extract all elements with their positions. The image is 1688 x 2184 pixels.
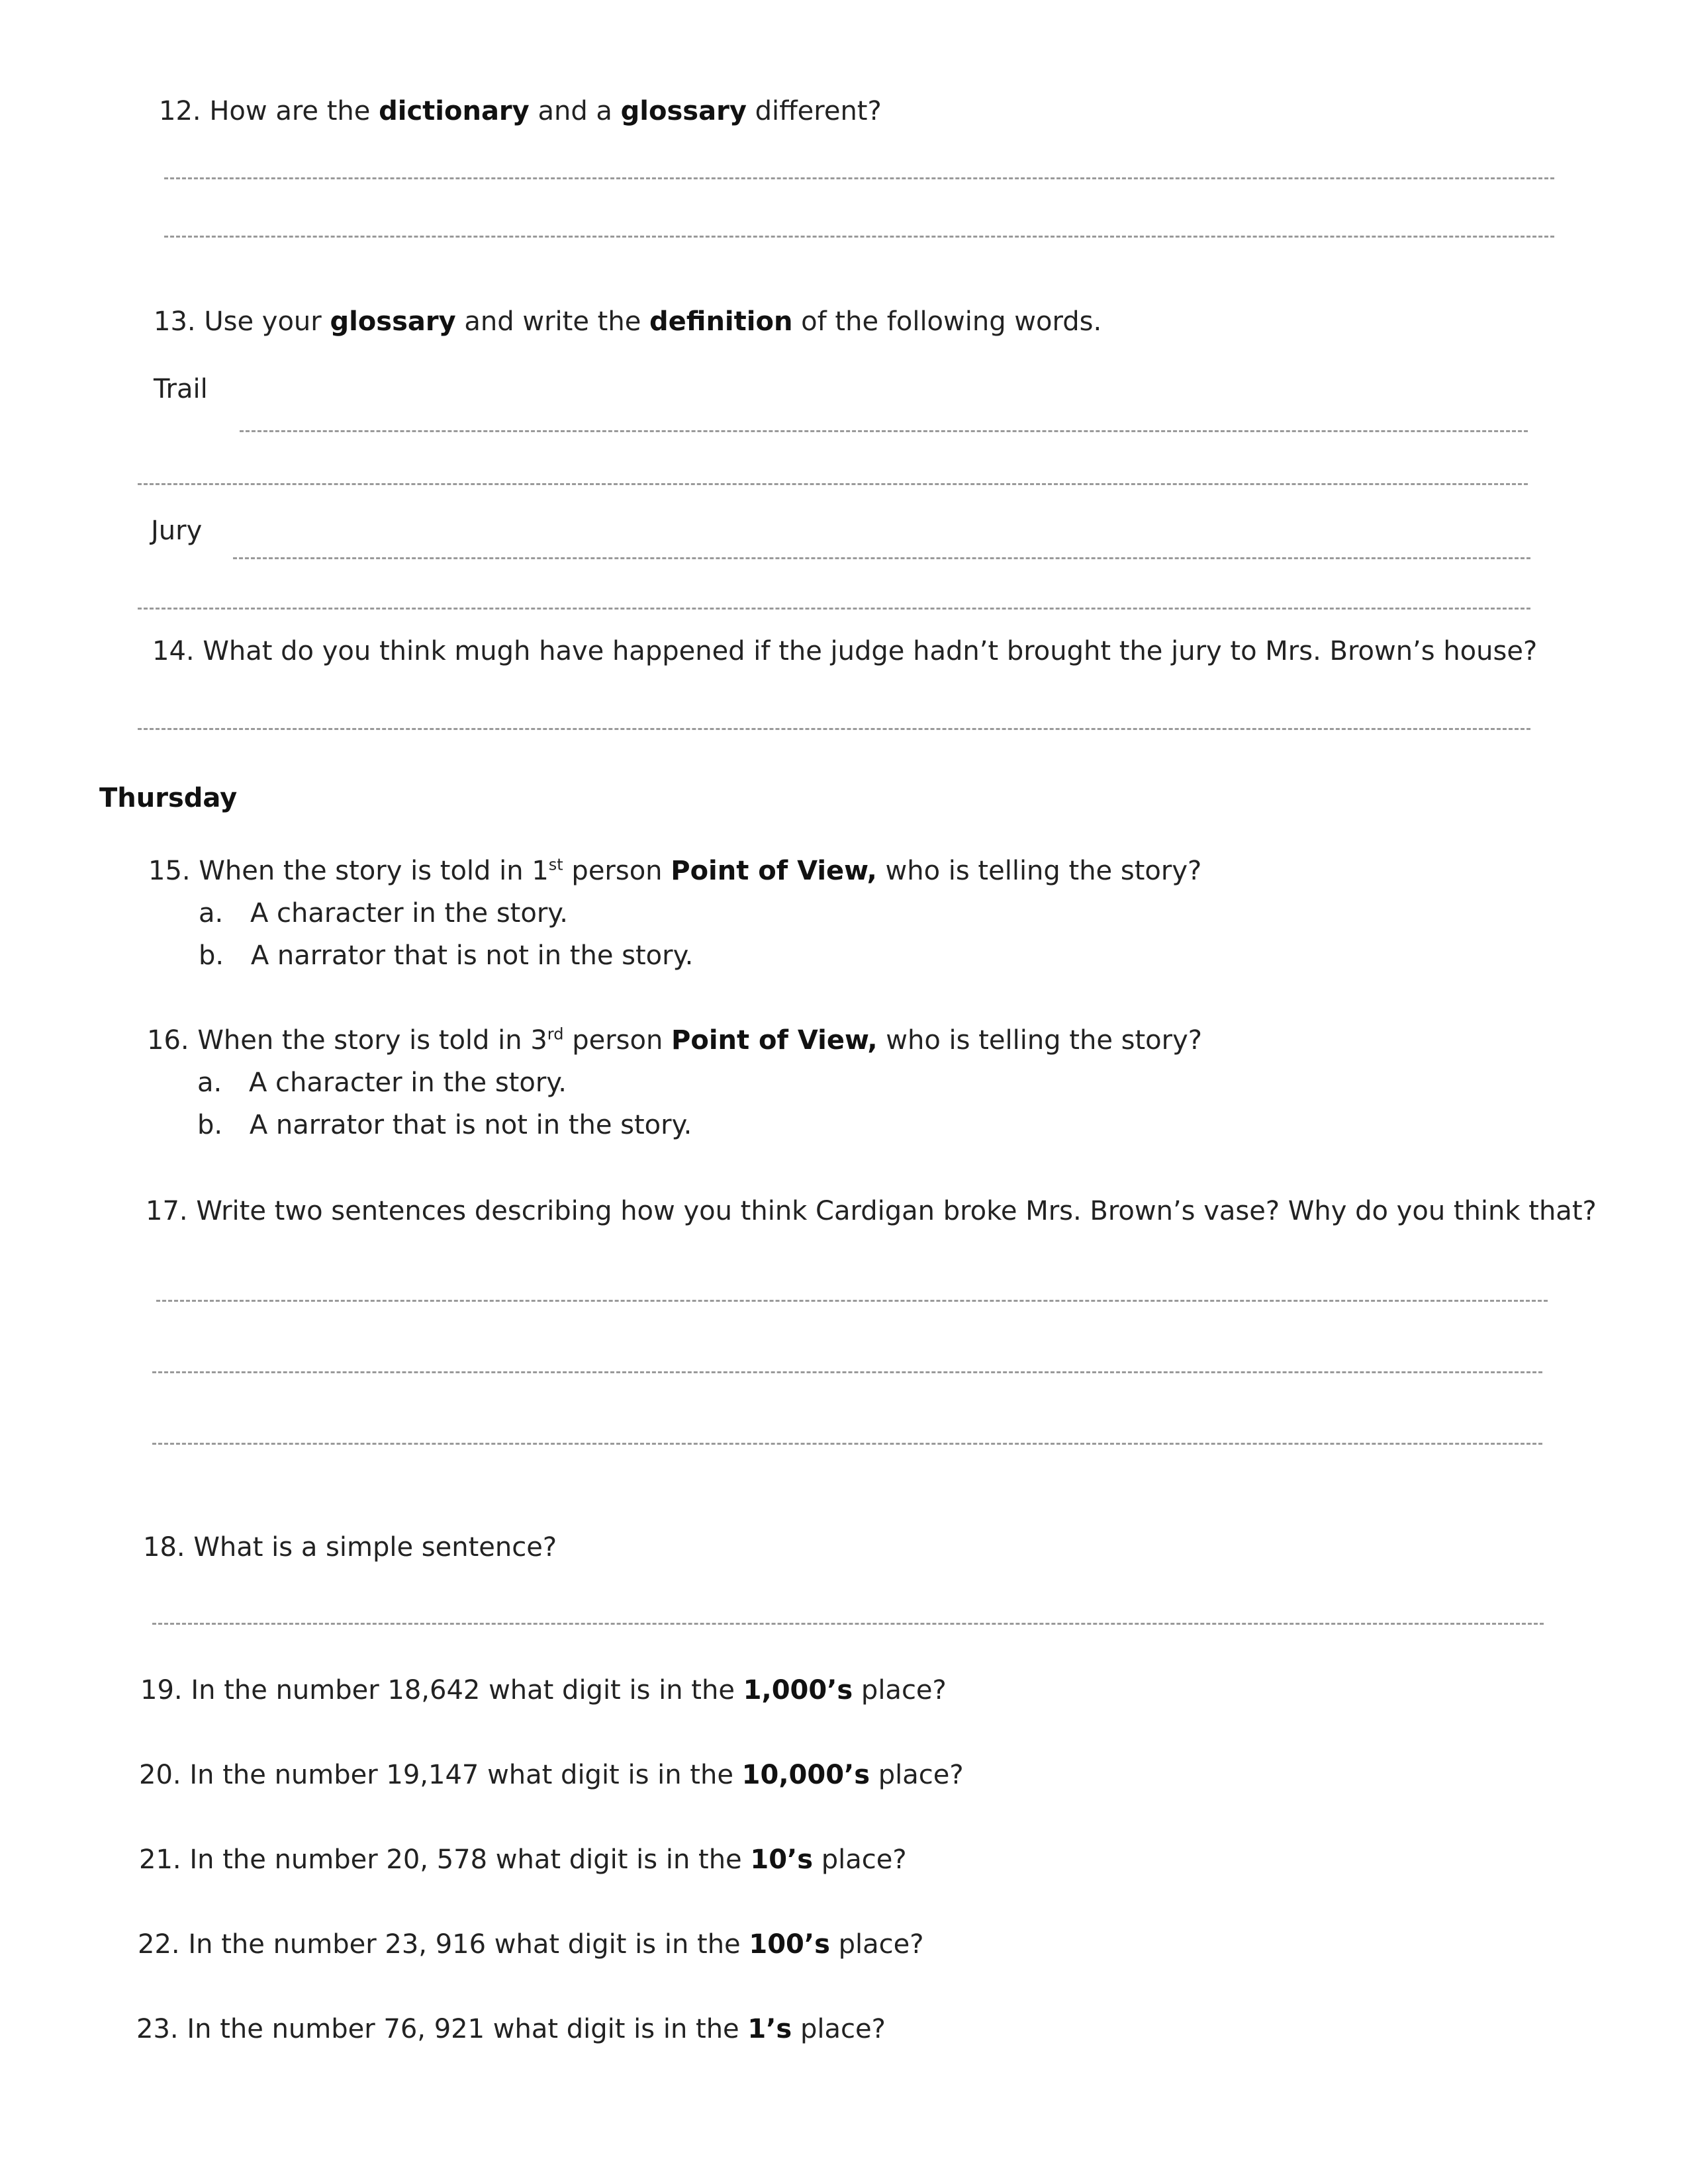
- answer-line[interactable]: [240, 430, 1528, 432]
- question-21: 21. In the number 20, 578 what digit is in the 10’s place?: [139, 1844, 907, 1875]
- option-b[interactable]: b. A narrator that is not in the story.: [199, 940, 694, 971]
- section-heading-thursday: Thursday: [99, 783, 238, 813]
- question-number: 13.: [154, 306, 196, 337]
- question-19: 19. In the number 18,642 what digit is in the 1,000’s place?: [140, 1675, 947, 1706]
- question-number: 23.: [136, 2014, 179, 2044]
- question-number: 18.: [143, 1532, 185, 1563]
- question-23: 23. In the number 76, 921 what digit is in the 1’s place?: [136, 2014, 886, 2044]
- answer-line[interactable]: [164, 236, 1554, 238]
- answer-line[interactable]: [152, 1371, 1542, 1373]
- vocab-word-jury: Jury: [151, 516, 203, 546]
- answer-line[interactable]: [164, 177, 1554, 179]
- answer-line[interactable]: [138, 608, 1530, 610]
- question-15: 15. When the story is told in 1st person Point of View, who is telling the story?: [148, 855, 1202, 886]
- question-number: 22.: [138, 1929, 180, 1960]
- question-22: 22. In the number 23, 916 what digit is in the 100’s place?: [138, 1929, 924, 1960]
- question-number: 17.: [146, 1196, 188, 1226]
- option-a[interactable]: a. A character in the story.: [199, 898, 568, 929]
- question-number: 19.: [140, 1675, 183, 1706]
- question-number: 12.: [159, 96, 201, 126]
- question-20: 20. In the number 19,147 what digit is in the 10,000’s place?: [139, 1760, 964, 1790]
- option-a[interactable]: a. A character in the story.: [197, 1068, 567, 1098]
- answer-line[interactable]: [152, 1443, 1542, 1445]
- question-number: 15.: [148, 856, 191, 886]
- answer-line[interactable]: [138, 483, 1528, 485]
- answer-line[interactable]: [152, 1623, 1544, 1625]
- question-13: 13. Use your glossary and write the definition of the following words.: [154, 306, 1102, 337]
- answer-line[interactable]: [233, 557, 1530, 559]
- question-number: 16.: [147, 1025, 189, 1056]
- question-12: 12. How are the dictionary and a glossary different?: [159, 96, 882, 126]
- question-14: 14. What do you think mugh have happened if the judge hadn’t brought the jury to Mrs. Brown’s house?: [152, 636, 1538, 666]
- answer-line[interactable]: [156, 1300, 1548, 1302]
- question-16: 16. When the story is told in 3rd person Point of View, who is telling the story?: [147, 1024, 1202, 1056]
- option-b[interactable]: b. A narrator that is not in the story.: [197, 1110, 692, 1140]
- vocab-word-trail: Trail: [154, 374, 208, 404]
- answer-line[interactable]: [138, 728, 1530, 730]
- question-number: 21.: [139, 1844, 181, 1875]
- question-17: 17. Write two sentences describing how you think Cardigan broke Mrs. Brown’s vase? Why do you think that?: [146, 1196, 1597, 1226]
- question-number: 14.: [152, 636, 195, 666]
- question-18: 18. What is a simple sentence?: [143, 1532, 557, 1563]
- question-number: 20.: [139, 1760, 181, 1790]
